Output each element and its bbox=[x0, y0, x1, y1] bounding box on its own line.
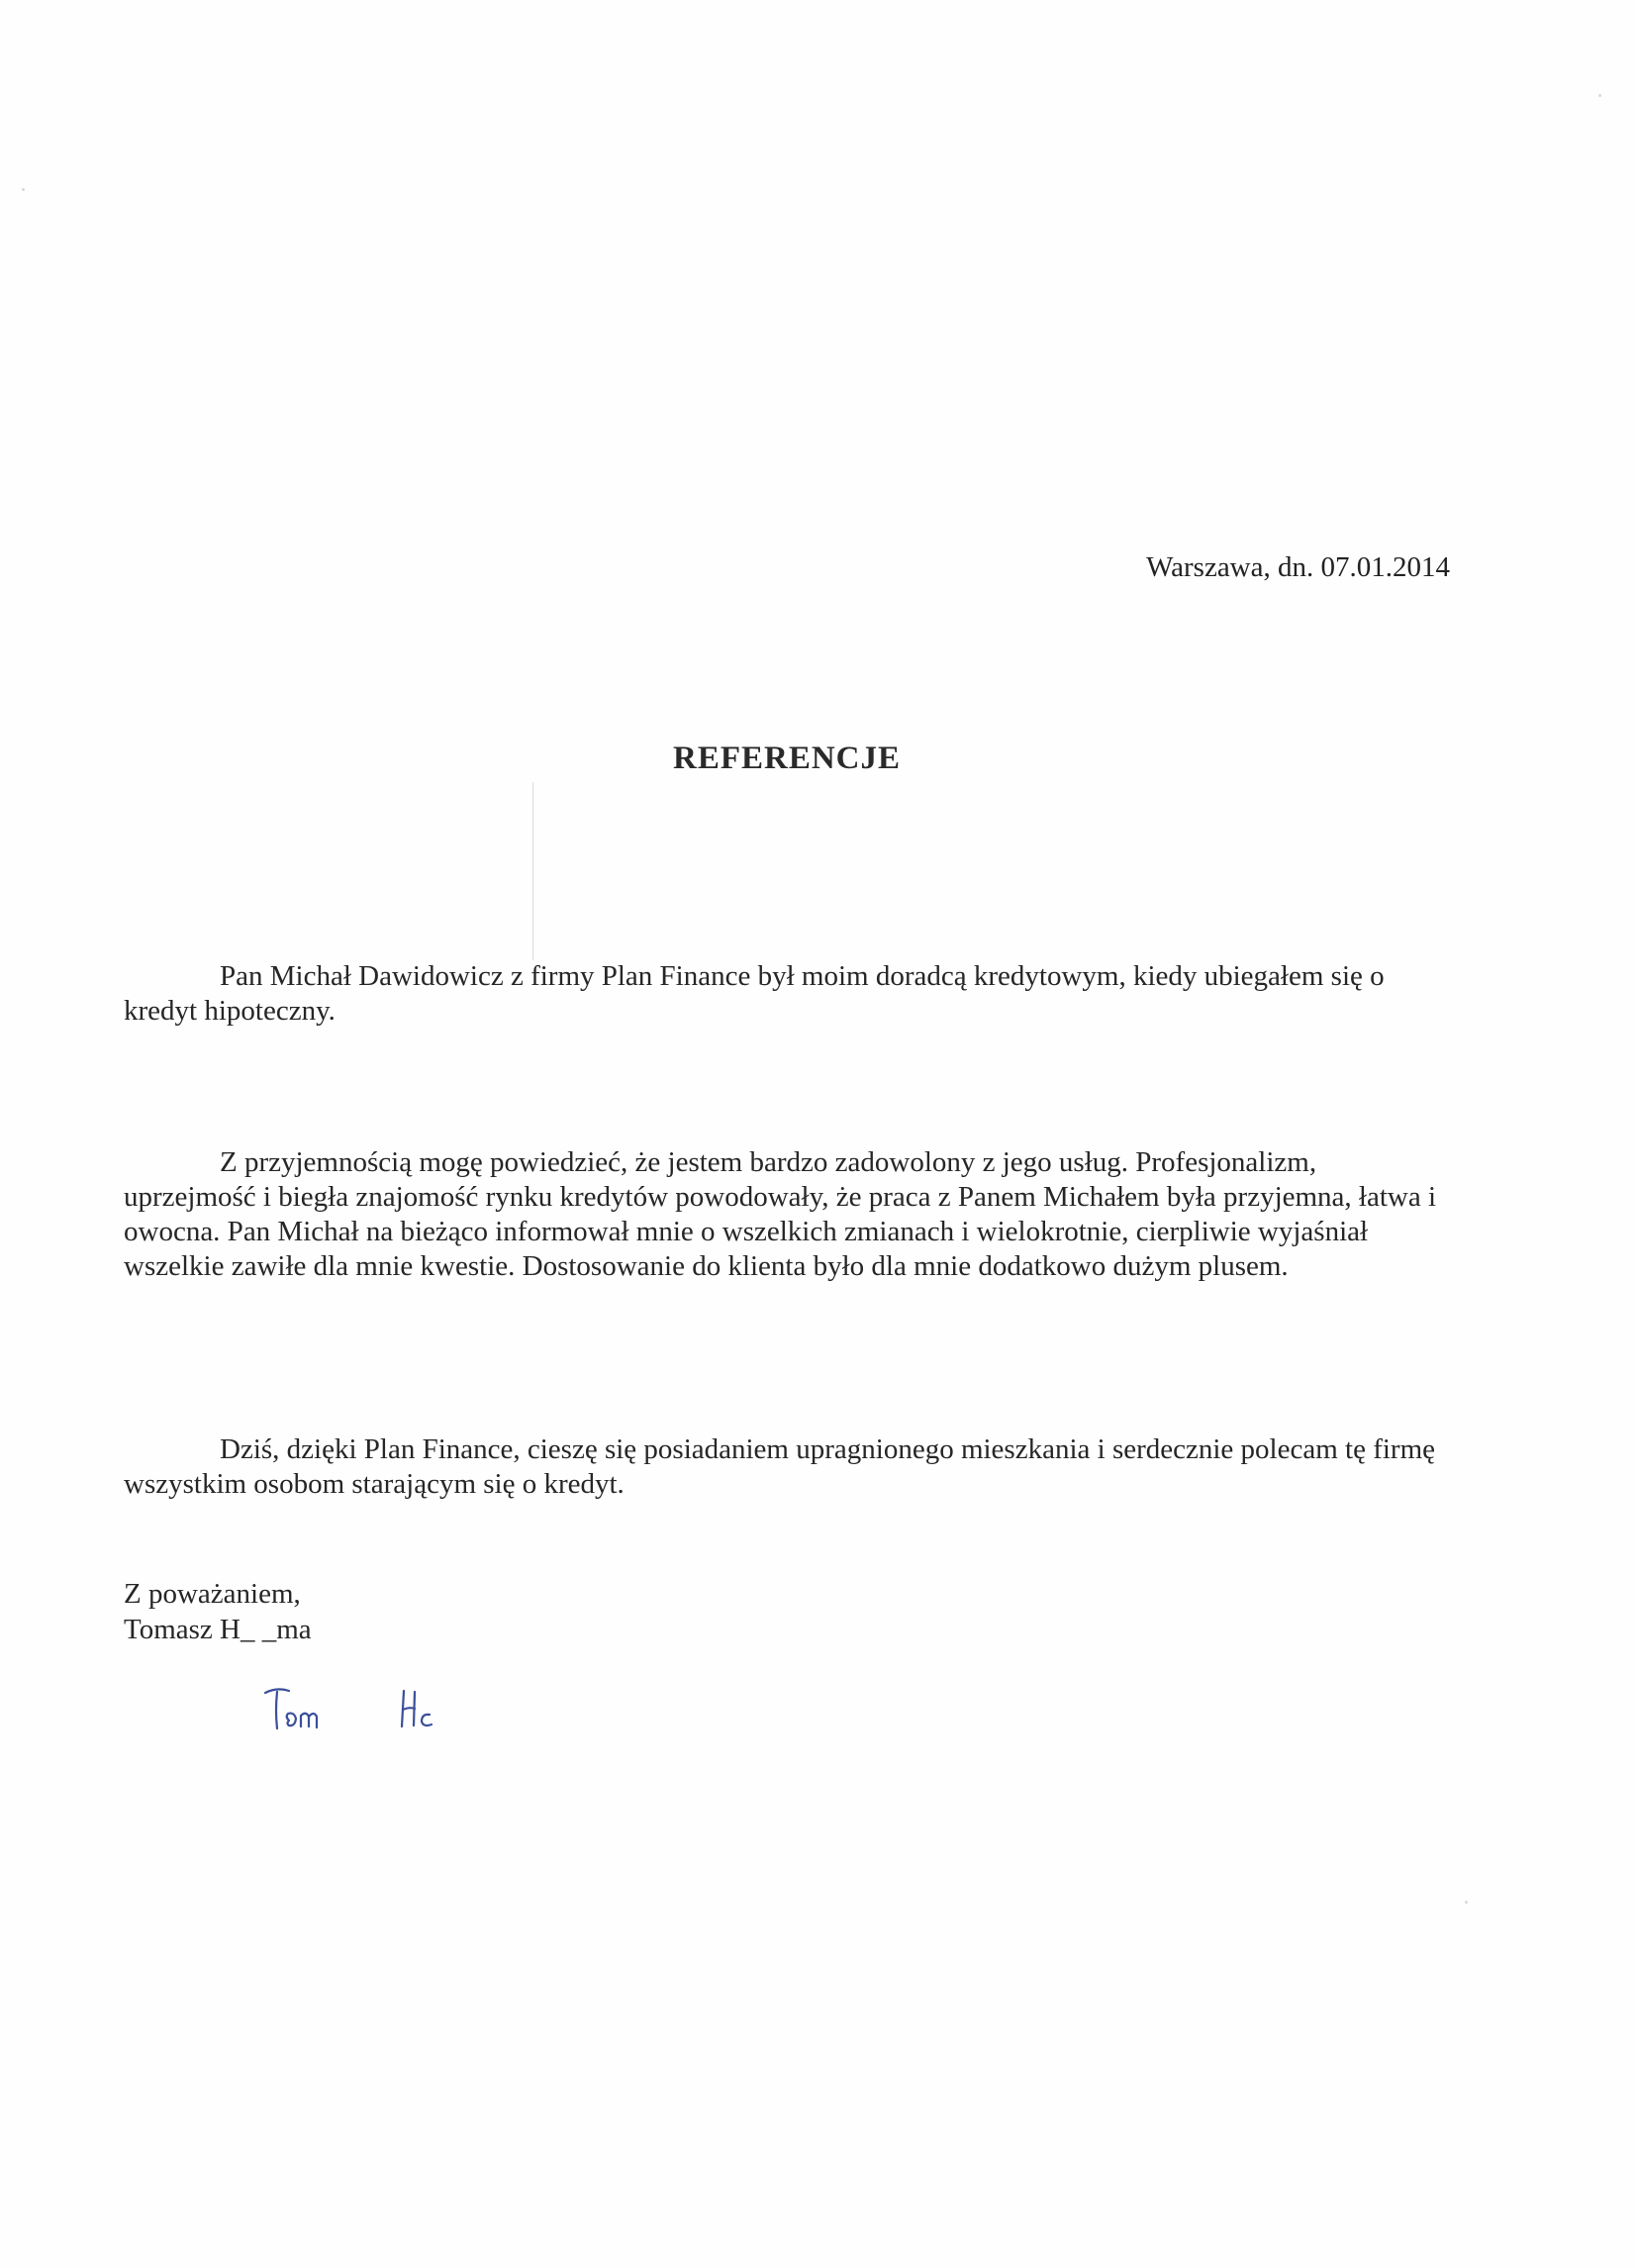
date-line: Warszawa, dn. 07.01.2014 bbox=[1146, 551, 1450, 583]
scan-speck bbox=[1598, 94, 1601, 97]
paragraph-recommendation: Dziś, dzięki Plan Finance, cieszę się posiadaniem upragnionego mieszkania i serdecznie polecam tę firmę wszystkim osobom starającym się o kredyt. bbox=[124, 1433, 1436, 1500]
paragraph-intro: Pan Michał Dawidowicz z firmy Plan Finance był moim doradcą kredytowym, kiedy ubiegałem się o kredyt hipoteczny. bbox=[124, 960, 1385, 1027]
document-heading: REFERENCJE bbox=[672, 740, 902, 776]
scan-speck bbox=[1465, 1901, 1468, 1904]
sender-name: Tomasz H_ _ma bbox=[124, 1614, 312, 1645]
scan-artifact-line bbox=[532, 782, 533, 960]
scan-speck bbox=[22, 188, 25, 191]
paragraph-details: Z przyjemnością mogę powiedzieć, że jestem bardzo zadowolony z jego usług. Profesjonalizm, uprzejmość i biegła znajomość rynku kredytów powodowały, że praca z Panem Michałem była przyjemna, łatwa i owocna. Pan Michał na bieżąco informował mnie o wszelkich zmianach i wielokrotnie, cierpliwie wyjaśniał wszelkie zawiłe dla mnie kwestie. Dostosowanie do klienta było dla mnie dodatkowo dużym plusem. bbox=[124, 1146, 1437, 1282]
closing-block bbox=[124, 1576, 312, 1647]
handwritten-signature bbox=[259, 1683, 467, 1752]
closing-phrase: Z poważaniem, bbox=[124, 1578, 301, 1610]
